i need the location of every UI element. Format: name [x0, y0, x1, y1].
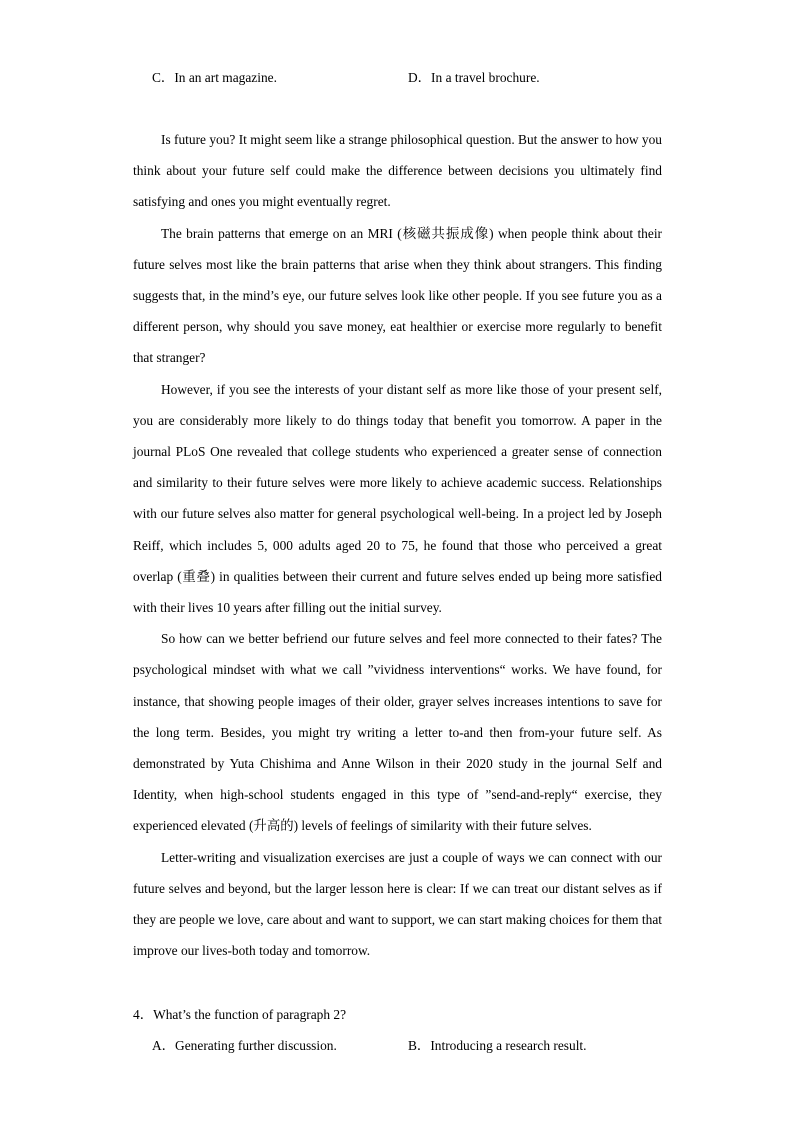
question-4-stem: 4．What’s the function of paragraph 2?: [133, 1007, 347, 1022]
paragraph-2: The brain patterns that emerge on an MRI (核磁共振成像) when people think about their future selves most like the brain patterns that arise when they think about strangers. This finding suggests that, in the mind’s eye, our future selves look like other people. If you see future you as a different person, why should you save money, eat healthier or exercise more regularly to benefit that stranger?: [133, 225, 662, 366]
paragraph-5: Letter-writing and visualization exercises are just a couple of ways we can connect with our future selves and beyond, but the larger lesson here is clear: If we can treat our distant selves as if they are people we love, care about and want to support, we can start making choices for them that improve our lives-both today and tomorrow.: [133, 849, 662, 959]
option-d[interactable]: D．In a travel brochure.: [408, 70, 540, 85]
question-4-options: [150, 1035, 750, 1055]
option-c[interactable]: C．In an art magazine.: [152, 70, 277, 85]
option-a[interactable]: A．Generating further discussion.: [152, 1038, 337, 1053]
reading-passage: [133, 124, 662, 966]
option-b[interactable]: B．Introducing a research result.: [408, 1038, 587, 1053]
paragraph-4: So how can we better befriend our future selves and feel more connected to their fates? The psychological mindset with what we call ”vividness interventions“ works. We have found, for instance, that showing people images of their older, grayer selves increases intentions to save for the long term. Besides, you might try writing a letter to-and then from-your future self. As demonstrated by Yuta Chishima and Anne Wilson in their 2020 study in the journal Self and Identity, when high-school students engaged in this type of ”send-and-reply“ exercise, they experienced elevated (升高的) levels of feelings of similarity with their future selves.: [133, 631, 662, 834]
prev-question-options: [150, 67, 750, 87]
paragraph-3: However, if you see the interests of your distant self as more like those of your present self, you are considerably more likely to do things today that benefit you tomorrow. A paper in the journal PLoS One revealed that college students who experienced a greater sense of connection and similarity to their future selves were more likely to achieve academic success. Relationships with our future selves also matter for general psychological well-being. In a project led by Joseph Reiff, which includes 5, 000 adults aged 20 to 75, he found that those who perceived a great overlap (重叠) in qualities between their current and future selves ended up being more satisfied with their lives 10 years after filling out the initial survey.: [133, 381, 662, 616]
paragraph-1: Is future you? It might seem like a strange philosophical question. But the answer to how you think about your future self could make the difference between decisions you ultimately find satisfying and ones you might eventually regret.: [133, 132, 662, 210]
